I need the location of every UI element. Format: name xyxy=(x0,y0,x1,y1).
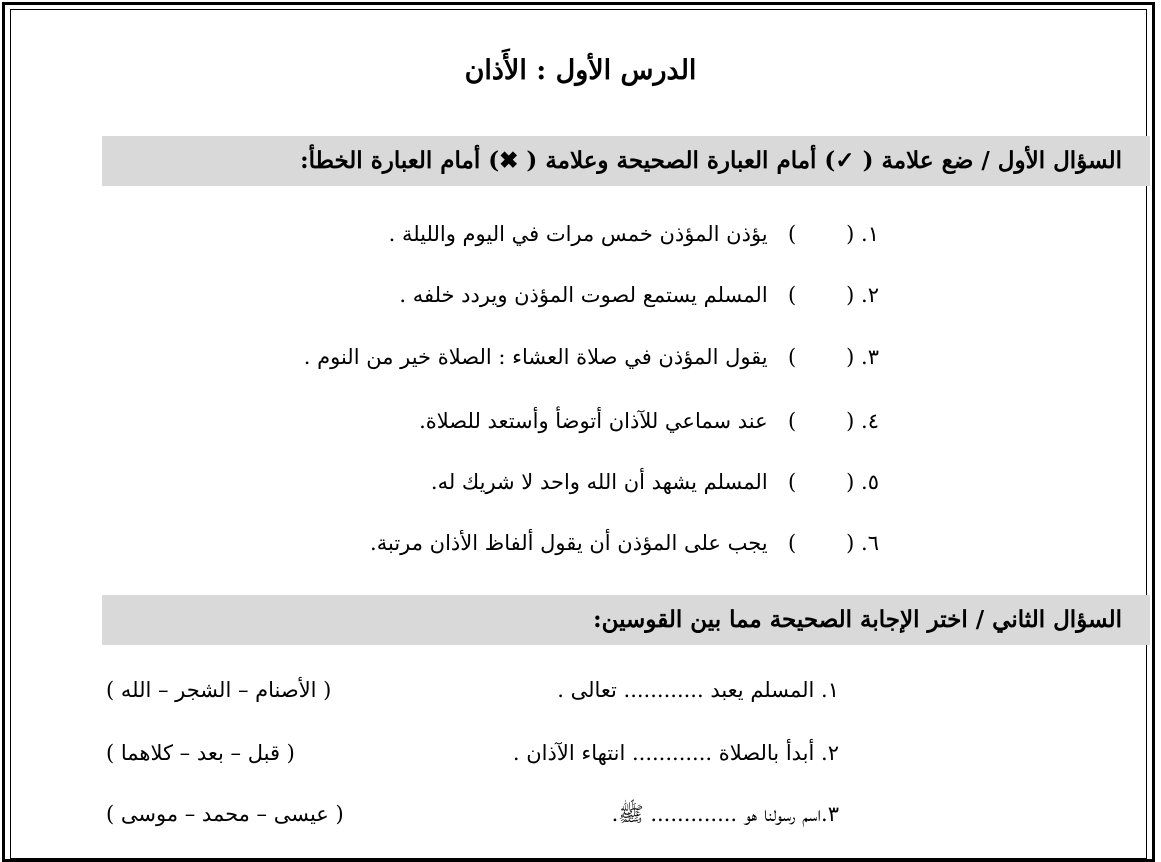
answer-box[interactable]: () xyxy=(787,409,855,433)
question-1-heading-text: السؤال الأول / ضع علامة ( ✓) أمام العبارة الصحيحة وعلامة ( ✖) أمام العبارة الخطأ: xyxy=(300,147,1122,174)
q1-item-2: ٢. () المسلم يستمع لصوت المؤذن ويردد خلفه . xyxy=(399,277,879,313)
answer-box[interactable]: () xyxy=(787,222,855,246)
q2-item-1-options: ( الأصنام – الشجر – الله ) xyxy=(106,678,332,702)
question-1-heading xyxy=(102,136,1150,186)
q1-item-3: ٣. () يقول المؤذن في صلاة العشاء : الصلاة خير من النوم . xyxy=(304,339,879,375)
q1-item-5: ٥. () المسلم يشهد أن الله واحد لا شريك له. xyxy=(431,464,879,500)
statement-text: المسلم يشهد أن الله واحد لا شريك له. xyxy=(430,470,768,494)
statement-text: يقول المؤذن في صلاة العشاء : الصلاة خير من النوم . xyxy=(303,345,768,369)
q1-item-6: ٦. () يجب على المؤذن أن يقول ألفاظ الأذان مرتبة. xyxy=(370,525,879,561)
statement-text: المسلم يستمع لصوت المؤذن ويردد خلفه . xyxy=(399,283,768,307)
answer-box[interactable]: () xyxy=(787,470,855,494)
statement-text: يؤذن المؤذن خمس مرات في اليوم والليلة . xyxy=(388,222,768,246)
question-2-heading xyxy=(102,595,1150,645)
statement-text: يجب على المؤذن أن يقول ألفاظ الأذان مرتبة. xyxy=(370,531,768,555)
q2-item-2-text: ٢. أبدأ بالصلاة ............ انتهاء الآذان . xyxy=(512,741,839,765)
q1-item-4: ٤. () عند سماعي للآذان أتوضأ وأستعد للصلاة. xyxy=(419,403,879,439)
answer-box[interactable]: () xyxy=(787,531,855,555)
answer-box[interactable]: () xyxy=(787,345,855,369)
question-2-heading-text: السؤال الثاني / اختر الإجابة الصحيحة مما بين القوسين: xyxy=(593,606,1122,633)
q2-item-2-options: ( قبل – بعد – كلاهما ) xyxy=(106,741,295,765)
q2-item-1-text: ١. المسلم يعبد ............ تعالى . xyxy=(557,678,839,702)
statement-text: عند سماعي للآذان أتوضأ وأستعد للصلاة. xyxy=(419,409,768,433)
lesson-title: الدرس الأول : الأَذان xyxy=(464,55,697,86)
answer-box[interactable]: () xyxy=(787,283,855,307)
q1-item-1: ١. () يؤذن المؤذن خمس مرات في اليوم والليلة . xyxy=(389,216,879,252)
q2-item-3-options: ( عيسى – محمد – موسى ) xyxy=(106,802,344,826)
q2-item-3-text: ٣.اسم رسولنا هو ............. ﷺ. xyxy=(611,802,839,826)
